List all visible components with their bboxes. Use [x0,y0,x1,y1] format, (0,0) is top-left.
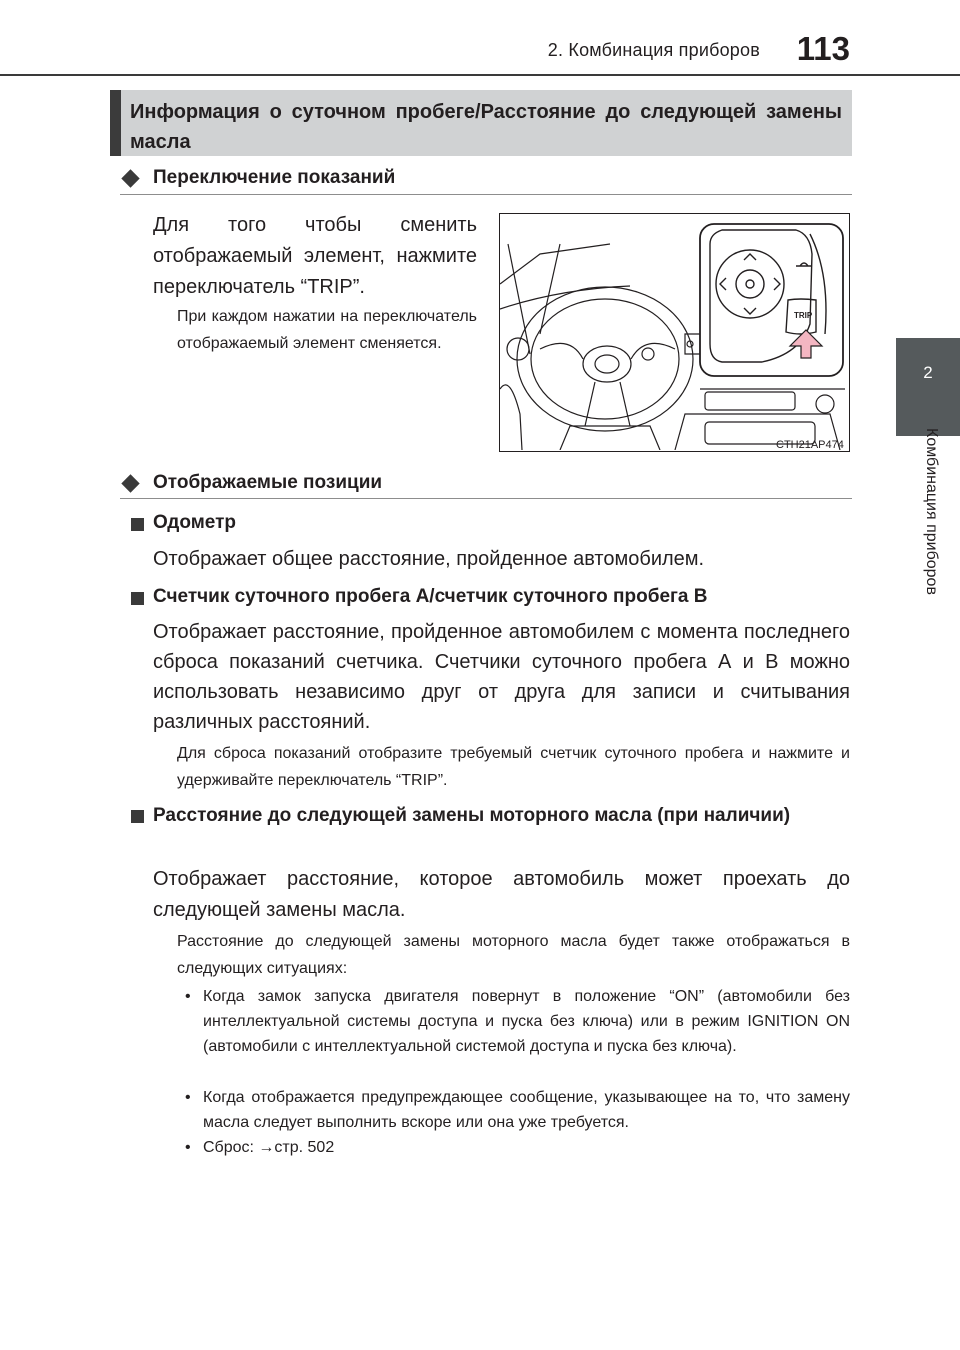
subheading-rule [120,498,852,499]
item-trip-note: Для сброса показаний отобразите требуемый счетчик суточного пробега и нажмите и удерживайте переключатель “TRIP”. [177,745,850,789]
figure-code: CTH21AP474 [776,439,844,451]
trip-button-label: TRIP [794,311,813,320]
item-oil-title: Расстояние до следующей замены моторного масла (при наличии) [153,805,791,826]
dashboard-drawing [500,214,848,450]
section-title: Информация о суточном пробеге/Расстояние до следующей замены масла [130,101,842,153]
bullet-dot: • [185,988,191,1005]
item-odometer-text: Отображает общее расстояние, пройденное автомобилем. [153,548,705,570]
switching-text: Для того чтобы сменить отображаемый элемент, нажмите переключатель “TRIP”. [153,214,477,298]
item-oil-bullet: Когда отображается предупреждающее сообщение, указывающее на то, что замену масла следует выполнить вскоре или она уже требуется. [203,1089,850,1131]
square-bullet-icon [131,518,144,531]
switching-note: При каждом нажатии на переключатель отображаемый элемент сменяется. [177,308,477,352]
diamond-bullet-icon [121,169,139,187]
page-number: 113 [796,30,850,67]
header-rule [0,74,960,76]
item-odometer-title: Одометр [153,512,237,533]
chapter-tab-number: 2 [923,363,933,382]
item-oil-bullet: Когда замок запуска двигателя повернут в положение “ON” (автомобили без интеллектуальной системы доступа и пуска без ключа) или в режим IGNITION ON (автомобили с интеллектуальной системой доступа и пуска без ключа). [203,988,850,1055]
item-trip-title: Счетчик суточного пробега А/счетчик суточного пробега В [153,586,708,607]
square-bullet-icon [131,810,144,823]
diamond-bullet-icon [121,474,139,492]
running-title: 2. Комбинация приборов [547,40,760,60]
chapter-tab-label: Комбинация приборов [923,428,940,595]
item-trip-text: Отображает расстояние, пройденное автомобилем с момента последнего сброса показаний счетчика. Счетчики суточного пробега А и В можно использовать независимо друг от друга для записи и считывания различных расстояний. [153,621,850,733]
subheading-switching: Переключение показаний [153,167,396,188]
trip-switch-illustration [499,213,850,452]
chapter-tab[interactable] [896,338,960,436]
subheading-rule [120,194,852,195]
item-oil-note: Расстояние до следующей замены моторного масла будет также отображаться в следующих ситуациях: [177,933,850,977]
page-reference-link[interactable]: Сброс: →стр. 502 [203,1139,335,1156]
square-bullet-icon [131,592,144,605]
item-oil-text: Отображает расстояние, которое автомобиль может проехать до следующей замены масла. [153,868,850,921]
bullet-dot: • [185,1139,191,1156]
subheading-items: Отображаемые позиции [153,472,383,493]
bullet-dot: • [185,1089,191,1106]
